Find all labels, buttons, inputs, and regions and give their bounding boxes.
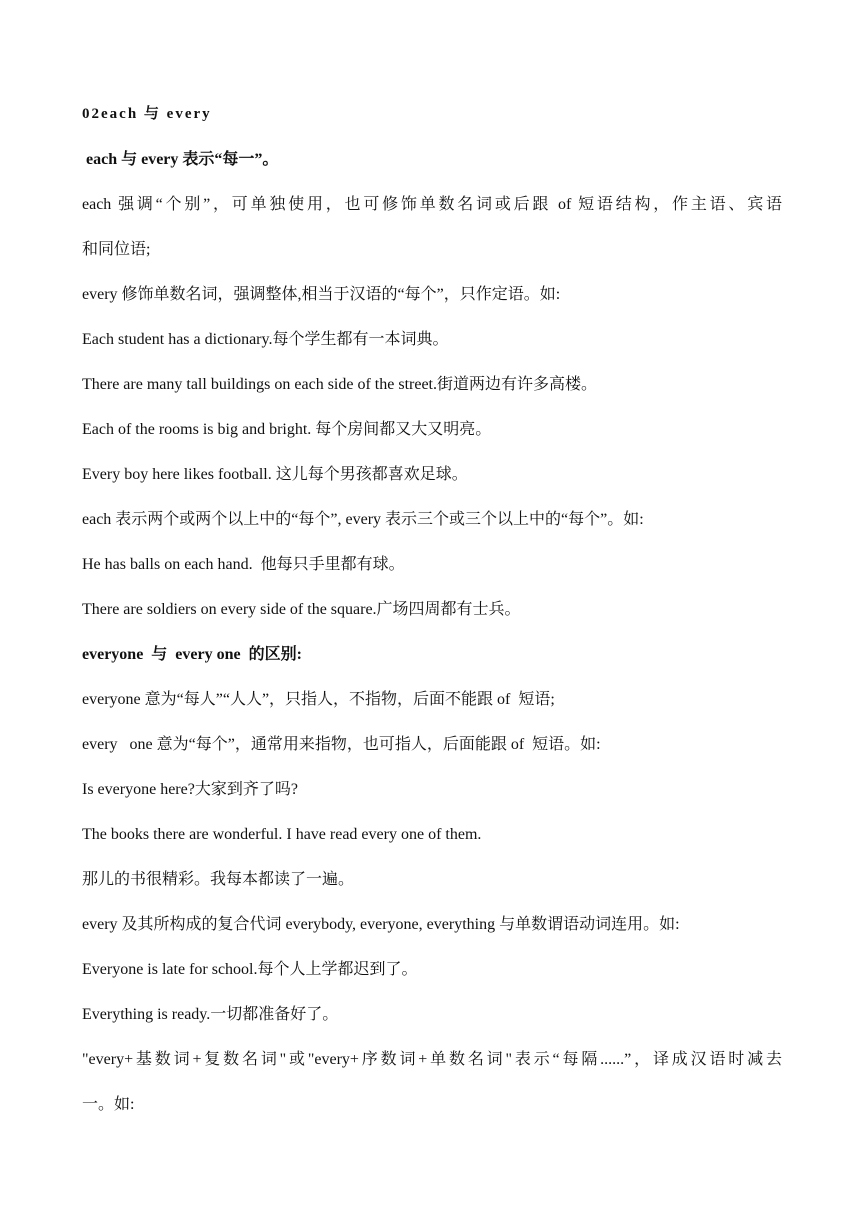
example-translation: 那儿的书很精彩。我每本都读了一遍。: [82, 871, 355, 888]
example-sentence: He has balls on each hand. 他每只手里都有球。: [82, 556, 405, 573]
paragraph-line: 一。如:: [82, 1096, 135, 1113]
paragraph-line: "every+基数词+复数名词"或"every+序数词+单数名词"表示“每隔......”，译成汉语时减去: [82, 1051, 782, 1068]
example-sentence: There are soldiers on every side of the square.广场四周都有士兵。: [82, 601, 521, 618]
paragraph-line: every 修饰单数名词，强调整体,相当于汉语的“每个”，只作定语。如:: [82, 286, 561, 303]
paragraph-line: 和同位语;: [82, 241, 151, 258]
section-title: 02each 与 every: [82, 106, 212, 122]
paragraph-line: every 及其所构成的复合代词 everybody, everyone, everything 与单数谓语动词连用。如:: [82, 916, 680, 933]
example-sentence: Everyone is late for school.每个人上学都迟到了。: [82, 961, 418, 978]
document-body: [82, 92, 782, 1127]
subsection-heading: everyone 与 every one 的区别:: [82, 646, 302, 663]
paragraph-heading: each 与 every 表示“每一”。: [82, 151, 279, 168]
example-sentence: Every boy here likes football. 这儿每个男孩都喜欢足球。: [82, 466, 468, 483]
example-sentence: Everything is ready.一切都准备好了。: [82, 1006, 339, 1023]
paragraph-line: every one 意为“每个”，通常用来指物，也可指人，后面能跟 of 短语。如:: [82, 736, 601, 753]
example-sentence: Each of the rooms is big and bright. 每个房间都又大又明亮。: [82, 421, 492, 438]
paragraph-line: everyone 意为“每人”“人人”，只指人，不指物，后面不能跟 of 短语;: [82, 691, 555, 708]
paragraph-line: each 表示两个或两个以上中的“每个”, every 表示三个或三个以上中的“每个”。如:: [82, 511, 644, 528]
example-sentence: Each student has a dictionary.每个学生都有一本词典。: [82, 331, 449, 348]
example-sentence: Is everyone here?大家到齐了吗?: [82, 781, 298, 798]
paragraph-line: each 强调“个别”，可单独使用，也可修饰单数名词或后跟 of 短语结构，作主语、宾语: [82, 196, 782, 213]
example-sentence: There are many tall buildings on each side of the street.街道两边有许多高楼。: [82, 376, 597, 393]
example-sentence: The books there are wonderful. I have read every one of them.: [82, 826, 482, 843]
